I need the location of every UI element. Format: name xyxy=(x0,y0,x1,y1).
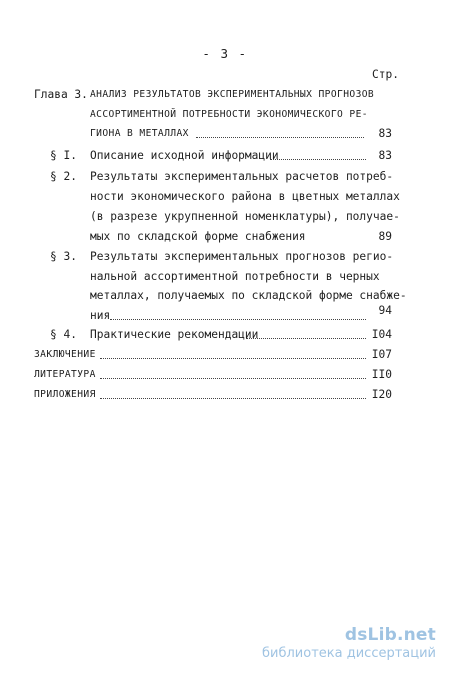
section-title-line: металлах, получаемых по складской форме снабже- xyxy=(90,289,407,302)
conclusion-page: I07 xyxy=(371,348,392,361)
section-page: 94 xyxy=(378,304,392,317)
section-title-line: (в разрезе укрупненной номенклатуры), получае- xyxy=(90,210,400,223)
chapter-label: Глава 3. xyxy=(34,88,88,101)
references-entry: ЛИТЕРАТУРА xyxy=(34,369,96,380)
dot-leader xyxy=(100,358,366,359)
section-page: I04 xyxy=(371,328,392,341)
section-title-line: Практические рекомендации xyxy=(90,328,259,341)
section-title-line: мых по складской форме снабжения xyxy=(90,230,306,243)
section-label: § 3. xyxy=(50,250,77,263)
appendices-page: I20 xyxy=(371,388,392,401)
section-label: § I. xyxy=(50,149,77,162)
watermark-logo: dsLib.net xyxy=(344,625,436,645)
section-title-line: ности экономического района в цветных металлах xyxy=(90,190,400,203)
watermark-subtitle: библиотека диссертаций xyxy=(262,646,436,661)
dot-leader xyxy=(196,137,364,138)
appendices-entry: ПРИЛОЖЕНИЯ xyxy=(34,389,96,400)
page-column-header: Стр. xyxy=(372,68,399,81)
references-page: II0 xyxy=(371,368,392,381)
section-page: 83 xyxy=(378,149,392,162)
section-label: § 4. xyxy=(50,328,77,341)
page-number: - 3 - xyxy=(202,46,248,61)
section-title-line: нальной ассортиментной потребности в черных xyxy=(90,270,380,283)
dot-leader xyxy=(246,338,366,339)
section-page: 89 xyxy=(378,230,392,243)
chapter-page: 83 xyxy=(378,127,392,140)
chapter-title-line-3: ГИОНА В МЕТАЛЛАХ xyxy=(90,128,189,139)
section-label: § 2. xyxy=(50,170,77,183)
chapter-title-line-2: АССОРТИМЕНТНОЙ ПОТРЕБНОСТИ ЭКОНОМИЧЕСКОГО РЕ- xyxy=(90,109,368,120)
watermark xyxy=(262,625,436,661)
dot-leader xyxy=(100,398,366,399)
section-title-line: Описание исходной информации xyxy=(90,149,279,162)
chapter-title-line-1: АНАЛИЗ РЕЗУЛЬТАТОВ ЭКСПЕРИМЕНТАЛЬНЫХ ПРОГНОЗОВ xyxy=(90,89,375,100)
section-title-line: Результаты экспериментальных прогнозов регио- xyxy=(90,250,394,263)
dot-leader xyxy=(100,378,366,379)
section-title-line: ния xyxy=(90,309,111,322)
conclusion-entry: ЗАКЛЮЧЕНИЕ xyxy=(34,349,96,360)
dot-leader xyxy=(110,319,366,320)
section-title-line: Результаты экспериментальных расчетов потреб- xyxy=(90,170,394,183)
